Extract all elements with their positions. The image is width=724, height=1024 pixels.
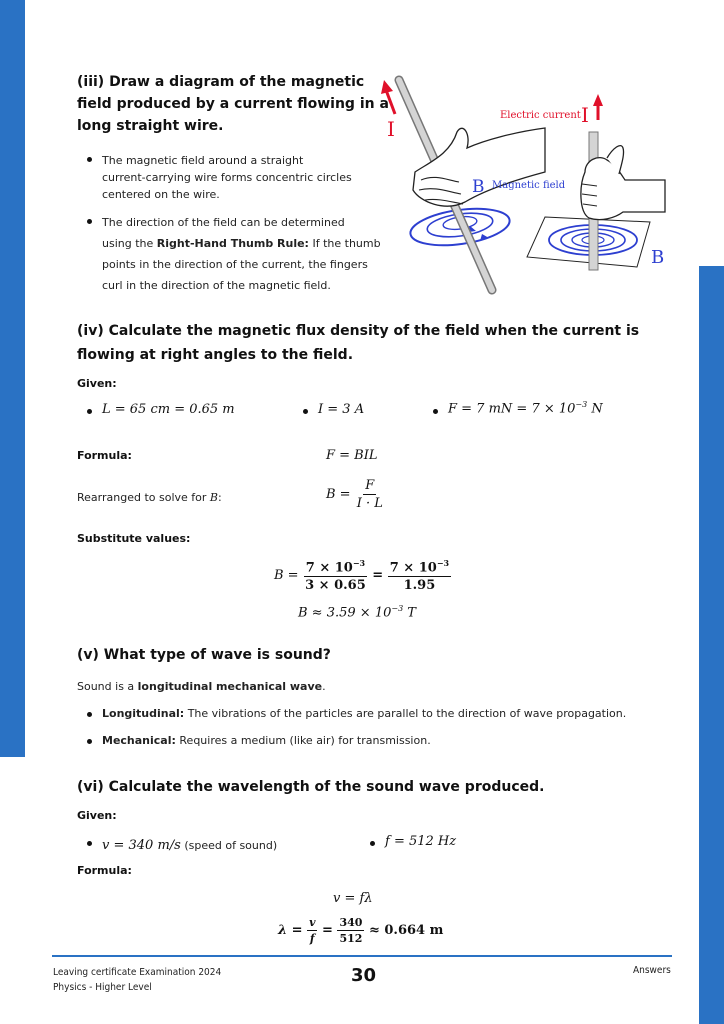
section-vi-title: (vi) Calculate the wavelength of the sound wave produced. bbox=[77, 779, 545, 795]
lhs: λ = bbox=[278, 923, 303, 938]
equals: = bbox=[322, 923, 333, 938]
exponent: −3 bbox=[436, 558, 450, 568]
text-span: The vibrations of the particles are parallel to the direction of wave propagation. bbox=[184, 707, 627, 720]
term: Longitudinal: bbox=[102, 707, 185, 720]
text-line: centered on the wire. bbox=[102, 188, 220, 201]
speed-value: v = 340 m/s bbox=[102, 838, 181, 853]
equals: = bbox=[372, 568, 384, 584]
title-line: field produced by a current flowing in a bbox=[77, 96, 389, 112]
unit: T bbox=[403, 605, 416, 621]
formula-wave-equation: v = fλ bbox=[333, 891, 373, 906]
text-line: curl in the direction of the magnetic field. bbox=[102, 279, 331, 292]
section-v-intro bbox=[77, 680, 326, 693]
footer-divider bbox=[52, 955, 672, 957]
given-speed bbox=[102, 834, 277, 853]
given-frequency: f = 512 Hz bbox=[385, 834, 457, 849]
bullet-dot bbox=[87, 409, 92, 414]
bullet-dot bbox=[370, 841, 375, 846]
current-arrowhead-right bbox=[593, 94, 603, 106]
bullet-dot bbox=[87, 219, 92, 224]
fraction bbox=[307, 916, 317, 945]
given-length: L = 65 cm = 0.65 m bbox=[102, 402, 235, 417]
fraction bbox=[303, 558, 368, 593]
denominator: I · L bbox=[356, 496, 383, 511]
section-iii-bullet-1 bbox=[102, 152, 352, 203]
label-b-left: B bbox=[472, 177, 485, 197]
fraction bbox=[355, 478, 385, 511]
section-v-title: (v) What type of wave is sound? bbox=[77, 647, 331, 663]
given-label: Given: bbox=[77, 809, 117, 822]
given-label: Given: bbox=[77, 377, 117, 390]
section-iii-bullet-2 bbox=[102, 212, 381, 296]
section-iv-title bbox=[77, 320, 639, 366]
substitution-equation bbox=[274, 558, 451, 593]
text-line bbox=[102, 233, 381, 254]
fraction bbox=[337, 916, 364, 945]
rearranged-equation bbox=[326, 478, 385, 511]
numerator: F bbox=[365, 478, 375, 493]
wavelength-equation bbox=[278, 916, 443, 945]
bullet-dot bbox=[87, 712, 92, 717]
left-accent-bar bbox=[0, 0, 25, 757]
right-wire-illustration bbox=[527, 132, 665, 270]
exponent: −3 bbox=[352, 558, 366, 568]
given-force bbox=[448, 400, 603, 416]
section-iii-title bbox=[77, 71, 389, 137]
wave-type: longitudinal mechanical wave bbox=[137, 680, 323, 693]
denominator: 3 × 0.65 bbox=[305, 578, 366, 594]
formula-fbil: F = BIL bbox=[326, 448, 378, 463]
label-current-right: I bbox=[581, 103, 589, 127]
bullet-dot bbox=[87, 841, 92, 846]
bullet-dot bbox=[433, 409, 438, 414]
title-line: (iv) Calculate the magnetic flux density of the field when the current is bbox=[77, 323, 640, 339]
numerator: 7 × 10 bbox=[389, 560, 437, 576]
footer-right: Answers bbox=[633, 965, 671, 976]
unit: N bbox=[587, 401, 603, 417]
denominator: 1.95 bbox=[403, 578, 436, 594]
formula-label: Formula: bbox=[77, 864, 132, 877]
exam-subject: Physics - Higher Level bbox=[53, 982, 152, 993]
page-number: 30 bbox=[351, 965, 377, 986]
numerator: 340 bbox=[339, 916, 363, 929]
label-b-right: B bbox=[651, 247, 665, 268]
exam-title: Leaving certificate Examination 2024 bbox=[53, 967, 222, 978]
denominator: f bbox=[309, 932, 315, 945]
numerator: v bbox=[309, 916, 316, 929]
title-line: long straight wire. bbox=[77, 118, 224, 134]
text-span: Requires a medium (like air) for transmission. bbox=[175, 734, 431, 747]
label-magnetic-field: Magnetic field bbox=[492, 180, 566, 191]
text-line: current-carrying wire forms concentric circles bbox=[102, 171, 352, 184]
text-span: Rearranged to solve for bbox=[77, 491, 210, 504]
force-value: F = 7 mN = 7 × 10 bbox=[448, 401, 576, 417]
variable: B bbox=[209, 491, 218, 504]
denominator: 512 bbox=[339, 932, 363, 945]
numerator: 7 × 10 bbox=[305, 560, 353, 576]
wavelength-result: ≈ 0.664 m bbox=[368, 923, 444, 938]
result-value: B ≈ 3.59 × 10 bbox=[298, 605, 392, 621]
label-current-left: I bbox=[387, 117, 395, 141]
exponent: −3 bbox=[575, 400, 588, 409]
lhs: B = bbox=[274, 568, 299, 584]
text-line: The direction of the field can be determined bbox=[102, 216, 345, 229]
flux-density-result bbox=[298, 604, 416, 620]
given-current: I = 3 A bbox=[318, 402, 365, 417]
text-span: Sound is a bbox=[77, 680, 138, 693]
text-span: using the bbox=[102, 237, 157, 250]
footer-left bbox=[53, 965, 221, 995]
text-line: points in the direction of the current, the fingers bbox=[102, 258, 368, 271]
title-line: (iii) Draw a diagram of the magnetic bbox=[77, 74, 365, 90]
term: Mechanical: bbox=[102, 734, 176, 747]
exponent: −3 bbox=[391, 604, 404, 613]
title-line: flowing at right angles to the field. bbox=[77, 347, 354, 363]
section-v-bullet-2 bbox=[102, 734, 431, 747]
text-span: . bbox=[322, 680, 326, 693]
section-v-bullet-1 bbox=[102, 707, 626, 720]
fraction bbox=[388, 558, 451, 593]
lhs: B = bbox=[326, 487, 351, 502]
speed-note: (speed of sound) bbox=[180, 839, 278, 852]
rearranged-label bbox=[77, 491, 222, 504]
text-line: The magnetic field around a straight bbox=[102, 154, 304, 167]
label-electric-current: Electric current bbox=[500, 110, 581, 121]
magnetic-field-diagram bbox=[375, 62, 675, 302]
text-span: If the thumb bbox=[308, 237, 381, 250]
substitute-label: Substitute values: bbox=[77, 532, 191, 545]
formula-label: Formula: bbox=[77, 449, 132, 462]
right-hand-thumb-rule: Right-Hand Thumb Rule: bbox=[156, 237, 309, 250]
right-accent-bar bbox=[699, 266, 724, 1024]
bullet-dot bbox=[303, 409, 308, 414]
bullet-dot bbox=[87, 739, 92, 744]
bullet-dot bbox=[87, 157, 92, 162]
text-span: : bbox=[218, 491, 222, 504]
